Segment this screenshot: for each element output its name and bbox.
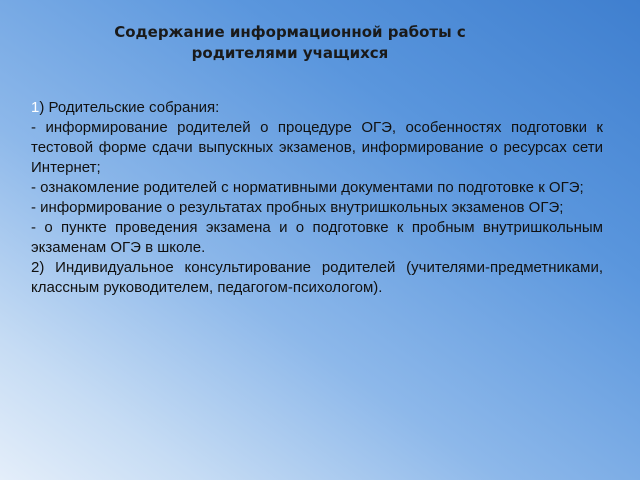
item-1-number: 1 bbox=[31, 99, 40, 116]
slide-title bbox=[40, 22, 540, 64]
slide-title-line-1: Содержание информационной работы с bbox=[114, 23, 466, 41]
item-2: 2) Индивидуальное консультирование родителей (учителями-предметниками, классным руководителем, педагогом-психологом). bbox=[31, 259, 603, 296]
bullet-1: - информирование родителей о процедуре ОГЭ, особенностях подготовки к тестовой форме сдачи выпускных экзаменов, информирование о ресурсах сети Интернет; bbox=[31, 119, 603, 176]
bullet-2: - ознакомление родителей с нормативными документами по подготовке к ОГЭ; bbox=[31, 179, 584, 196]
item-1-heading-text: ) Родительские собрания: bbox=[39, 99, 220, 116]
slide-body bbox=[31, 98, 603, 298]
item-1-heading bbox=[31, 98, 603, 118]
bullet-4: - о пункте проведения экзамена и о подготовке к пробным внутришкольным экзаменам ОГЭ в школе. bbox=[31, 219, 603, 256]
slide-title-line-2: родителями учащихся bbox=[191, 44, 389, 62]
bullet-3: - информирование о результатах пробных внутришкольных экзаменов ОГЭ; bbox=[31, 199, 564, 216]
